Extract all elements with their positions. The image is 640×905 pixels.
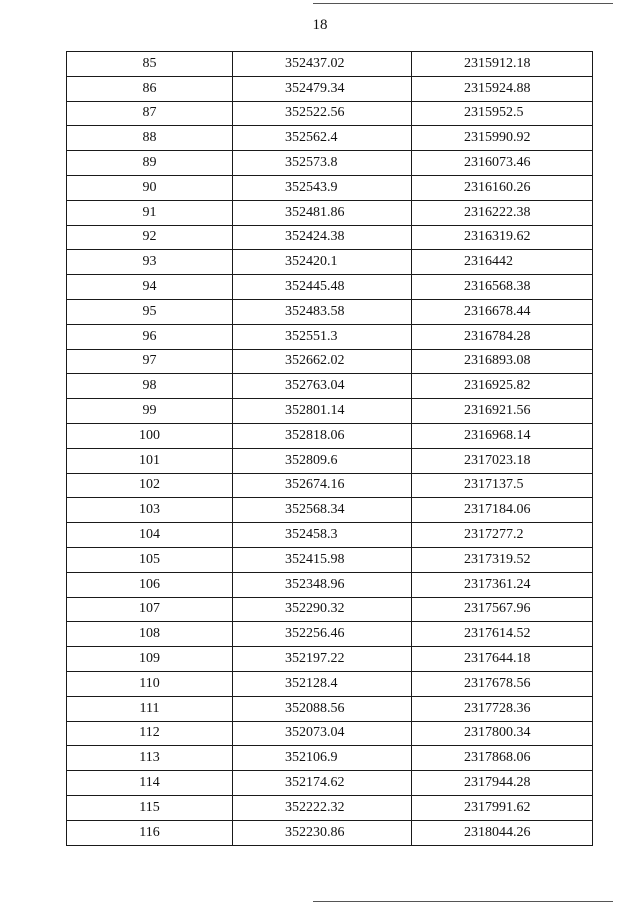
x-coordinate-cell: 352809.6 — [233, 448, 412, 473]
point-number-cell: 113 — [67, 746, 233, 771]
table-row — [67, 795, 593, 820]
point-number-cell: 114 — [67, 771, 233, 796]
x-coordinate-cell: 352479.34 — [233, 76, 412, 101]
y-coordinate-cell: 2316784.28 — [412, 324, 593, 349]
point-number-cell: 115 — [67, 795, 233, 820]
table-row — [67, 746, 593, 771]
table-row — [67, 76, 593, 101]
y-coordinate-cell: 2317567.96 — [412, 597, 593, 622]
table-row — [67, 771, 593, 796]
point-number-cell: 108 — [67, 622, 233, 647]
table-row — [67, 671, 593, 696]
y-coordinate-cell: 2317868.06 — [412, 746, 593, 771]
point-number-cell: 89 — [67, 151, 233, 176]
x-coordinate-cell: 352222.32 — [233, 795, 412, 820]
y-coordinate-cell: 2316921.56 — [412, 399, 593, 424]
table-row — [67, 250, 593, 275]
y-coordinate-cell: 2317023.18 — [412, 448, 593, 473]
point-number-cell: 85 — [67, 52, 233, 77]
y-coordinate-cell: 2318044.26 — [412, 820, 593, 845]
y-coordinate-cell: 2317137.5 — [412, 473, 593, 498]
y-coordinate-cell: 2317944.28 — [412, 771, 593, 796]
x-coordinate-cell: 352230.86 — [233, 820, 412, 845]
table-row — [67, 225, 593, 250]
table-row — [67, 820, 593, 845]
table-row — [67, 299, 593, 324]
y-coordinate-cell: 2316319.62 — [412, 225, 593, 250]
y-coordinate-cell: 2317728.36 — [412, 696, 593, 721]
y-coordinate-cell: 2317614.52 — [412, 622, 593, 647]
point-number-cell: 90 — [67, 175, 233, 200]
y-coordinate-cell: 2317319.52 — [412, 547, 593, 572]
top-border-line — [313, 3, 613, 4]
point-number-cell: 97 — [67, 349, 233, 374]
y-coordinate-cell: 2316160.26 — [412, 175, 593, 200]
table-row — [67, 275, 593, 300]
x-coordinate-cell: 352424.38 — [233, 225, 412, 250]
x-coordinate-cell: 352568.34 — [233, 498, 412, 523]
x-coordinate-cell: 352818.06 — [233, 423, 412, 448]
y-coordinate-cell: 2317644.18 — [412, 647, 593, 672]
table-row — [67, 622, 593, 647]
point-number-cell: 98 — [67, 374, 233, 399]
y-coordinate-cell: 2317277.2 — [412, 523, 593, 548]
table-row — [67, 597, 593, 622]
point-number-cell: 107 — [67, 597, 233, 622]
x-coordinate-cell: 352763.04 — [233, 374, 412, 399]
point-number-cell: 111 — [67, 696, 233, 721]
x-coordinate-cell: 352483.58 — [233, 299, 412, 324]
y-coordinate-cell: 2316893.08 — [412, 349, 593, 374]
y-coordinate-cell: 2316442 — [412, 250, 593, 275]
x-coordinate-cell: 352256.46 — [233, 622, 412, 647]
y-coordinate-cell: 2315990.92 — [412, 126, 593, 151]
x-coordinate-cell: 352415.98 — [233, 547, 412, 572]
y-coordinate-cell: 2316222.38 — [412, 200, 593, 225]
y-coordinate-cell: 2316968.14 — [412, 423, 593, 448]
table-row — [67, 473, 593, 498]
point-number-cell: 116 — [67, 820, 233, 845]
x-coordinate-cell: 352573.8 — [233, 151, 412, 176]
x-coordinate-cell: 352445.48 — [233, 275, 412, 300]
x-coordinate-cell: 352348.96 — [233, 572, 412, 597]
y-coordinate-cell: 2315952.5 — [412, 101, 593, 126]
x-coordinate-cell: 352562.4 — [233, 126, 412, 151]
point-number-cell: 87 — [67, 101, 233, 126]
table-row — [67, 399, 593, 424]
coordinates-table — [66, 51, 593, 846]
x-coordinate-cell: 352551.3 — [233, 324, 412, 349]
table-row — [67, 200, 593, 225]
point-number-cell: 112 — [67, 721, 233, 746]
x-coordinate-cell: 352674.16 — [233, 473, 412, 498]
x-coordinate-cell: 352543.9 — [233, 175, 412, 200]
table-row — [67, 52, 593, 77]
y-coordinate-cell: 2317184.06 — [412, 498, 593, 523]
page-number: 18 — [312, 17, 328, 33]
point-number-cell: 110 — [67, 671, 233, 696]
x-coordinate-cell: 352174.62 — [233, 771, 412, 796]
x-coordinate-cell: 352290.32 — [233, 597, 412, 622]
x-coordinate-cell: 352481.86 — [233, 200, 412, 225]
table-row — [67, 547, 593, 572]
table-row — [67, 572, 593, 597]
x-coordinate-cell: 352801.14 — [233, 399, 412, 424]
table-row — [67, 721, 593, 746]
table-row — [67, 151, 593, 176]
point-number-cell: 96 — [67, 324, 233, 349]
x-coordinate-cell: 352197.22 — [233, 647, 412, 672]
x-coordinate-cell: 352522.56 — [233, 101, 412, 126]
table-row — [67, 448, 593, 473]
table-row — [67, 101, 593, 126]
point-number-cell: 93 — [67, 250, 233, 275]
point-number-cell: 88 — [67, 126, 233, 151]
point-number-cell: 86 — [67, 76, 233, 101]
x-coordinate-cell: 352106.9 — [233, 746, 412, 771]
x-coordinate-cell: 352458.3 — [233, 523, 412, 548]
y-coordinate-cell: 2317361.24 — [412, 572, 593, 597]
table-row — [67, 175, 593, 200]
y-coordinate-cell: 2316568.38 — [412, 275, 593, 300]
point-number-cell: 94 — [67, 275, 233, 300]
table-row — [67, 523, 593, 548]
point-number-cell: 105 — [67, 547, 233, 572]
point-number-cell: 102 — [67, 473, 233, 498]
point-number-cell: 101 — [67, 448, 233, 473]
y-coordinate-cell: 2316678.44 — [412, 299, 593, 324]
table-row — [67, 374, 593, 399]
point-number-cell: 100 — [67, 423, 233, 448]
y-coordinate-cell: 2317991.62 — [412, 795, 593, 820]
x-coordinate-cell: 352662.02 — [233, 349, 412, 374]
point-number-cell: 106 — [67, 572, 233, 597]
point-number-cell: 95 — [67, 299, 233, 324]
table-row — [67, 498, 593, 523]
x-coordinate-cell: 352437.02 — [233, 52, 412, 77]
y-coordinate-cell: 2316073.46 — [412, 151, 593, 176]
y-coordinate-cell: 2316925.82 — [412, 374, 593, 399]
coordinates-table-body — [67, 52, 593, 846]
bottom-border-line — [313, 901, 613, 902]
point-number-cell: 104 — [67, 523, 233, 548]
table-row — [67, 324, 593, 349]
point-number-cell: 103 — [67, 498, 233, 523]
table-row — [67, 349, 593, 374]
y-coordinate-cell: 2315924.88 — [412, 76, 593, 101]
x-coordinate-cell: 352073.04 — [233, 721, 412, 746]
table-row — [67, 126, 593, 151]
table-row — [67, 423, 593, 448]
table-row — [67, 647, 593, 672]
x-coordinate-cell: 352088.56 — [233, 696, 412, 721]
point-number-cell: 99 — [67, 399, 233, 424]
y-coordinate-cell: 2317678.56 — [412, 671, 593, 696]
y-coordinate-cell: 2317800.34 — [412, 721, 593, 746]
x-coordinate-cell: 352128.4 — [233, 671, 412, 696]
x-coordinate-cell: 352420.1 — [233, 250, 412, 275]
table-row — [67, 696, 593, 721]
point-number-cell: 92 — [67, 225, 233, 250]
point-number-cell: 109 — [67, 647, 233, 672]
y-coordinate-cell: 2315912.18 — [412, 52, 593, 77]
point-number-cell: 91 — [67, 200, 233, 225]
